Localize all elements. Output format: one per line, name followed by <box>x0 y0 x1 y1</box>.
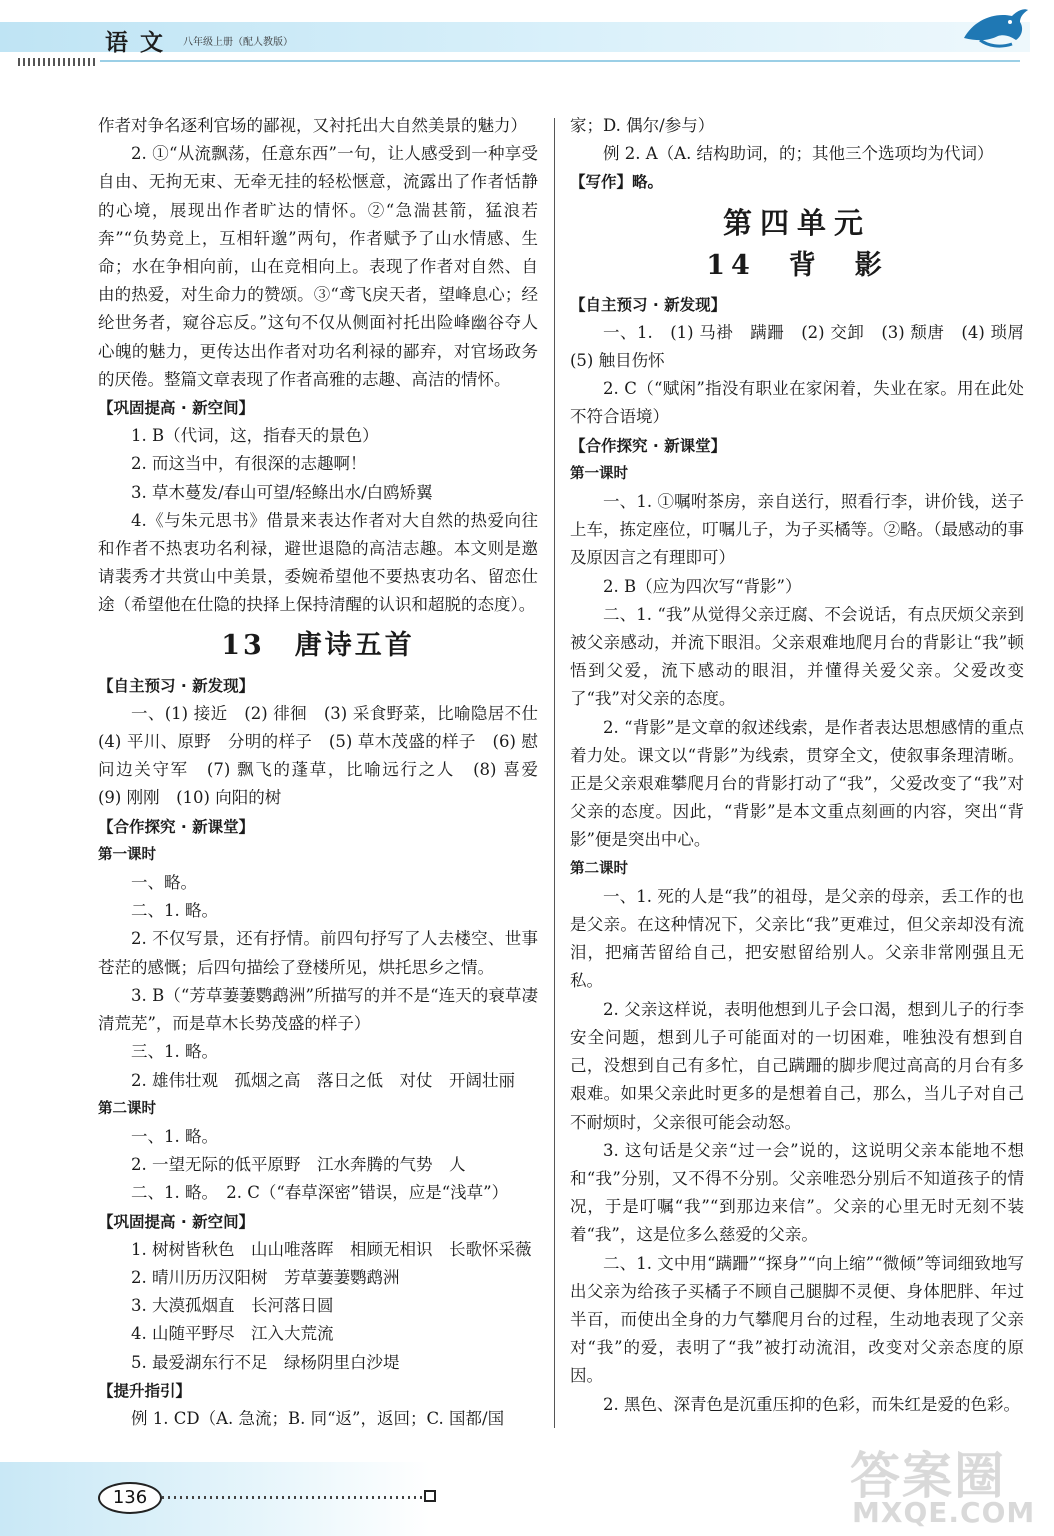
answer-line: 2. 一望无际的低平原野 江水奔腾的气势 人 <box>131 1155 466 1175</box>
answer-line: 2. 晴川历历汉阳树 芳草萋萋鹦鹉洲 <box>131 1267 400 1287</box>
answer-line: 例 2. A（A. 结构助词，的；其他三个选项均为代词） <box>603 144 994 164</box>
footer-band <box>0 1462 430 1536</box>
answer-line: 作者对争名逐利官场的鄙视，又衬托出大自然美景的魅力） <box>98 116 527 135</box>
answer-line: 2. ①“从流飘荡，任意东西”一句，让人感受到一种享受自由、无拘无束、无牵无挂的轻松惬意，流露出了作者恬静的心境，展现出作者旷达的情怀。②“急湍甚箭，猛浪若奔”“负势竞上，互相轩邈”两句，作者赋予了山水情感、生命；水在争相向前，山在竞相向上。表现了作者对自然、自由的热爱，对生命力的赞颂。③“鸢飞戾天者，望峰息心；经纶世务者，窥谷忘反。”这句不仅从侧面衬托出险峰幽谷夺人心魄的魅力，更传达出作者对功名利禄的鄙弃，对官场政务的厌倦。整篇文章表现了作者高雅的志趣、高洁的情怀。 <box>98 144 538 389</box>
left-column <box>98 112 555 1433</box>
footer-dots <box>162 1496 422 1499</box>
chapter-title: 14 背 影 <box>706 249 888 281</box>
answer-line: 4.《与朱元思书》借景来表达作者对大自然的热爱向往和作者不热衷功名利禄，避世退隐的高洁志趣。本文则是邀请裴秀才共赏山中美景，委婉希望他不要热衷功名、留恋仕途（希望他在仕隐的抉择上保持清醒的认识和超脱的态度）。 <box>98 510 538 615</box>
lesson-period-title: 第一课时 <box>98 846 156 863</box>
answer-line: 一、1. (1) 马褂 蹒跚 (2) 交卸 (3) 颓唐 (4) 琐屑 (5) 触目伤怀 <box>570 322 1041 371</box>
answer-line: 一、1. ①嘱咐茶房，亲自送行，照看行李，讲价钱，送子上车，拣定座位，叮嘱儿子，为子买橘等。②略。（最感动的事及原因言之有理即可） <box>570 492 1024 568</box>
answer-line: 2. “背影”是文章的叙述线索，是作者表达思想感情的重点着力处。课文以“背影”为线索，贯穿全文，使叙事条理清晰。正是父亲艰难攀爬月台的背影打动了“我”，父爱改变了“我”对父亲的态度。因此，“背影”是本文重点刻画的内容，突出“背影”便是突出中心。 <box>570 717 1024 850</box>
answer-line: 2. C（“赋闲”指没有职业在家闲着，失业在家。用在此处不符合语境） <box>570 379 1024 427</box>
section-label: 【自主预习 · 新发现】 <box>570 295 727 314</box>
answer-line: 2. 黑色、深青色是沉重压抑的色彩，而朱红是爱的色彩。 <box>603 1394 1020 1414</box>
page-header <box>0 0 1054 70</box>
answer-line: 一、1. 略。 <box>131 1126 218 1146</box>
lesson-period-title: 第二课时 <box>570 860 628 877</box>
section-label: 【写作】略。 <box>570 173 664 192</box>
unit-title: 第四单元 <box>722 205 871 240</box>
answer-line: 二、1. 略。 2. C（“春草深密”错误，应是“浅草”） <box>131 1183 509 1203</box>
answer-line: 1. 树树皆秋色 山山唯落晖 相顾无相识 长歌怀采薇 <box>131 1239 532 1259</box>
answer-line: 3. 大漠孤烟直 长河落日圆 <box>131 1296 334 1316</box>
answer-line: 二、1. “我”从觉得父亲迂腐、不会说话，有点厌烦父亲到被父亲感动，并流下眼泪。父亲艰难地爬月台的背影让“我”顿悟到父爱，流下感动的眼泪，并懂得关爱父亲。父爱改变了“我”对父亲的态度。 <box>570 604 1024 709</box>
answer-line: 例 1. CD（A. 急流；B. 同“返”，返回；C. 国都/国 <box>131 1408 505 1428</box>
watermark-bottom: MXQE.COM <box>852 1496 1036 1529</box>
watermark-top: 答案圈 <box>850 1447 1006 1505</box>
header-subject: 语文 <box>105 30 175 56</box>
answer-line: 3. 这句话是父亲“过一会”说的，这说明父亲本能地不想和“我”分别，又不得不分别。父亲唯恐分别后不知道孩子的情况，于是叮嘱“我”“到那边来信”。父亲的心里无时无刻不装着“我”，这是位多么慈爱的父亲。 <box>570 1140 1024 1245</box>
section-label: 【自主预习 · 新发现】 <box>98 676 255 695</box>
right-column <box>570 112 1041 1419</box>
chapter-title: 13 唐诗五首 <box>221 629 415 661</box>
header-grade: 八年级上册（配人教版） <box>183 37 293 48</box>
answer-line: 3. B（“芳草萋萋鹦鹉洲”所描写的并不是“连天的衰草凄清荒芜”，而是草木长势茂盛的样子） <box>98 985 538 1034</box>
header-line <box>100 60 1020 62</box>
answer-line: 4. 山随平野尽 江入大荒流 <box>131 1324 334 1344</box>
watermark <box>850 1436 1046 1532</box>
section-label: 【巩固提高 · 新空间】 <box>98 399 255 418</box>
page-number: 136 <box>98 1482 162 1514</box>
answer-line: 2. B（应为四次写“背影”） <box>603 576 802 596</box>
dolphin-logo-icon <box>960 6 1030 52</box>
answer-line: 5. 最爱湖东行不足 绿杨阴里白沙堤 <box>131 1352 400 1372</box>
answer-line: 2. 不仅写景，还有抒情。前四句抒写了人去楼空、世事苍茫的感慨；后四句描绘了登楼所见，烘托思乡之情。 <box>98 929 538 977</box>
answer-line: 2. 雄伟壮观 孤烟之高 落日之低 对仗 开阔壮丽 <box>131 1070 515 1090</box>
answer-line: 二、1. 略。 <box>131 901 218 921</box>
answer-line: 家；D. 偶尔/参与） <box>570 116 715 135</box>
answer-line: 二、1. 文中用“蹒跚”“探身”“向上缩”“微倾”等词细致地写出父亲为给孩子买橘子不顾自己腿脚不灵便、身体肥胖、年过半百，而使出全身的力气攀爬月台的过程，生动地表现了父亲对“我”的爱，表明了“我”被打动流泪，改变对父亲态度的原因。 <box>570 1253 1024 1386</box>
answer-line: 一、(1) 接近 (2) 徘徊 (3) 采食野菜，比喻隐居不仕 (4) 平川、原野 分明的样子 (5) 草木茂盛的样子 (6) 慰问边关守军 (7) 飘飞的蓬草，比喻远行之人 (8) 喜爱 (9) 刚刚 (10) 向阳的树 <box>98 703 555 808</box>
lesson-period-title: 第二课时 <box>98 1100 156 1117</box>
answer-line: 3. 草木蔓发/春山可望/轻鲦出水/白鸥矫翼 <box>131 482 433 502</box>
section-label: 【提升指引】 <box>98 1381 192 1400</box>
header-ticks <box>18 58 96 66</box>
answer-line: 一、略。 <box>131 873 197 893</box>
answer-line: 2. 父亲这样说，表明他想到儿子会口渴，想到儿子的行李安全问题，想到儿子可能面对的一切困难，唯独没有想到自己，没想到自己有多忙，自己蹒跚的脚步爬过高高的月台有多艰难。如果父亲此时更多的是想着自己，那么，当儿子对自己不耐烦时，父亲很可能会动怒。 <box>570 999 1024 1132</box>
answer-line: 1. B（代词，这，指春天的景色） <box>131 426 379 446</box>
section-label: 【巩固提高 · 新空间】 <box>98 1212 255 1231</box>
section-label: 【合作探究 · 新课堂】 <box>570 436 727 455</box>
section-label: 【合作探究 · 新课堂】 <box>98 817 255 836</box>
footer-square <box>424 1490 436 1502</box>
lesson-period-title: 第一课时 <box>570 465 628 482</box>
answer-line: 三、1. 略。 <box>131 1042 218 1062</box>
answer-line: 一、1. 死的人是“我”的祖母，是父亲的母亲，丢工作的也是父亲。在这种情况下，父亲比“我”更难过，但父亲却没有流泪，把痛苦留给自己，把安慰留给别人。父亲非常刚强且无私。 <box>570 886 1024 991</box>
answer-line: 2. 而这当中，有很深的志趣啊！ <box>131 454 367 474</box>
